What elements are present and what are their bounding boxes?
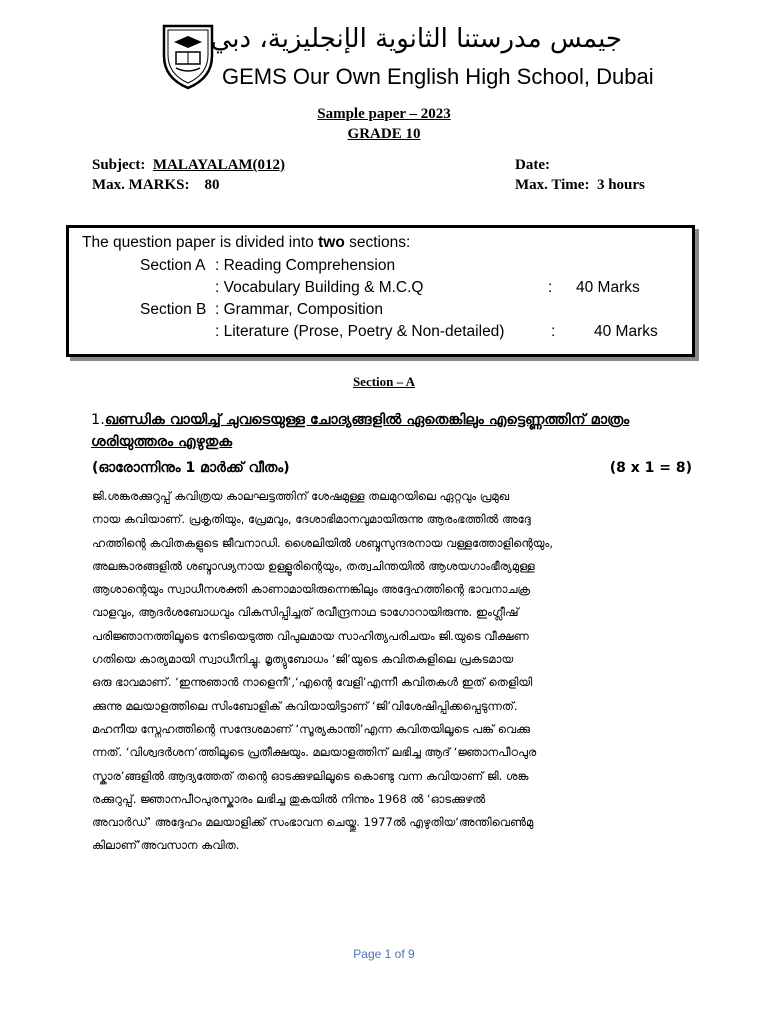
question-1-instruction xyxy=(91,409,711,453)
passage-line: നായ കവിയാണ്. പ്രകൃതിയും, പ്രേമവും, ദേശാഭിമാനവുമായിരുന്നു ആരംഭത്തിൽ അദ്ദേ xyxy=(92,512,531,527)
reading-passage xyxy=(92,485,702,858)
grade-heading: GRADE 10 xyxy=(347,126,421,142)
passage-line: രക്കുറുപ്പ്. ജ്ഞാനപീഠപുരസ്കാരം ലഭിച്ച തുകയിൽ നിന്നും 1968 ൽ ‘ഓടക്കുഴൽ xyxy=(92,791,486,806)
subject-line xyxy=(92,157,285,174)
passage-line: അലങ്കാരങ്ങളിൽ ശബ്ദാഢ്യനായ ഉള്ളൂരിന്റെയും, തത്വചിന്തയിൽ ആശയഗാംഭീര്യമുള്ള xyxy=(92,558,535,573)
passage-line: കിലാണ്’അവസാന കവിത. xyxy=(92,838,240,853)
passage-line: വാളവും, ആദർശബോധവും വികസിപ്പിച്ചത് രവീന്ദ്രനാഥ ടാഗോറായിരുന്നു. ഇംഗ്ലീഷ് xyxy=(92,605,519,620)
sections-intro: The question paper is divided into two sections: xyxy=(82,234,411,251)
max-time-line xyxy=(515,177,645,194)
section-b-marks: 40 Marks xyxy=(594,323,658,340)
subject-label: Subject: xyxy=(92,157,146,173)
passage-line: ന്നത്. ‘വിശ്വദർശന’ത്തിലൂടെ പ്രതീക്ഷയും. മലയാളത്തിന് ലഭിച്ച ആദ് ‘ജ്ഞാനപീഠപുര xyxy=(92,745,537,760)
question-1-marks-note: (ഓരോന്നിനും 1 മാർക്ക് വീതം) xyxy=(92,460,290,476)
max-time-label: Max. Time: xyxy=(515,177,590,193)
section-a-line1: : Reading Comprehension xyxy=(215,257,396,274)
sample-paper-heading: Sample paper – 2023 xyxy=(317,106,451,122)
passage-line: പരിജ്ഞാനത്തിലൂടെ നേടിയെടുത്ത വിപുലമായ സാഹിത്യപരിചയം ജി.യുടെ വീക്ഷണ xyxy=(92,628,529,643)
passage-line: ക്കുന്നു മലയാളത്തിലെ സിംബോളിക് കവിയായിട്ടാണ് ‘ജി’വിശേഷിപ്പിക്കപ്പെടുന്നത്. xyxy=(92,698,518,713)
page-number: Page 1 of 9 xyxy=(353,947,415,961)
passage-line: ജി.ശങ്കരക്കുറുപ്പ് കവിത്രയ കാലഘട്ടത്തിന് ശേഷമുള്ള തലമുറയിലെ ഏറ്റവും പ്രമുഖ xyxy=(92,489,510,503)
passage-line: സ്കാര’ങ്ങളിൽ ആദ്യത്തേത് തന്റെ ഓടക്കുഴലിലൂടെ കൊണ്ടു വന്ന കവിയാണ് ജി. ശങ്ക xyxy=(92,768,529,783)
max-marks-label: Max. MARKS: xyxy=(92,177,190,193)
sections-info-box xyxy=(66,225,695,357)
max-marks-line xyxy=(92,177,220,194)
section-a-title: Section – A xyxy=(352,374,416,389)
question-1-marks-row xyxy=(92,460,692,476)
max-time-value: 3 hours xyxy=(596,177,645,193)
section-a-marks: 40 Marks xyxy=(576,279,640,296)
school-name-arabic: جيمس مدرستنا الثانوية الإنجليزية، دبي xyxy=(210,24,622,54)
section-a-line2: : Vocabulary Building & M.C.Q xyxy=(215,279,424,296)
section-b-line2: : Literature (Prose, Poetry & Non-detailed) xyxy=(215,323,505,340)
question-1-marks-calc: (8 x 1 = 8) xyxy=(609,460,692,476)
date-label: Date: xyxy=(515,157,550,173)
section-a-colon: : xyxy=(548,279,553,296)
passage-line: ആശാന്റെയും സ്വാധീനശക്തി കാണാമായിരുന്നെങ്കിലും അദ്ദേഹത്തിന്റെ ഭാവനാചക്ര xyxy=(92,582,531,597)
passage-line: ഗതിയെ കാര്യമായി സ്വാധീനിച്ചു. മൃത്യുബോധം ‘ജി’യുടെ കവിതകളിലെ പ്രകടമായ xyxy=(92,652,514,667)
max-marks-value: 80 xyxy=(204,177,220,193)
school-name-english: GEMS Our Own English High School, Dubai xyxy=(222,64,654,89)
section-a-label: Section A xyxy=(140,257,206,274)
school-crest-logo xyxy=(160,22,216,90)
passage-line: ഒരു ഭാവമാണ്. ‘ഇന്നുഞാൻ നാളെനീ’,‘എന്റെ വേളി’എന്നീ കവിതകൾ ഇത് തെളിയി xyxy=(92,675,533,690)
section-b-label: Section B xyxy=(140,301,207,318)
subject-value: MALAYALAM(012) xyxy=(152,157,286,173)
section-b-colon: : xyxy=(551,323,556,340)
passage-line: അവാർഡ്’ അദ്ദേഹം മലയാളിക്ക് സംഭാവന ചെയ്തു. 1977ൽ എഴുതിയ‘അന്തിവെൺമു xyxy=(92,815,534,830)
question-1-number: 1. xyxy=(91,412,105,428)
question-1-text: ഖണ്ഡിക വായിച്ച് ചുവടെയുള്ള ചോദ്യങ്ങളിൽ ഏതെങ്കിലും എട്ടെണ്ണത്തിന് മാത്രം ശരിയുത്തരം എഴുതുക xyxy=(91,412,630,450)
passage-line: ഹത്തിന്റെ കവിതകളുടെ ജീവനാഡി. ശൈലിയിൽ ശബ്ദസുന്ദരനായ വള്ളത്തോളിന്റെയും, xyxy=(92,535,554,550)
section-b-line1: : Grammar, Composition xyxy=(215,301,383,318)
passage-line: മഹനീയ സ്നേഹത്തിന്റെ സന്ദേശമാണ് ‘സൂര്യകാന്തി’എന്ന കവിതയിലൂടെ പങ്ക് വെക്കു xyxy=(92,721,531,736)
